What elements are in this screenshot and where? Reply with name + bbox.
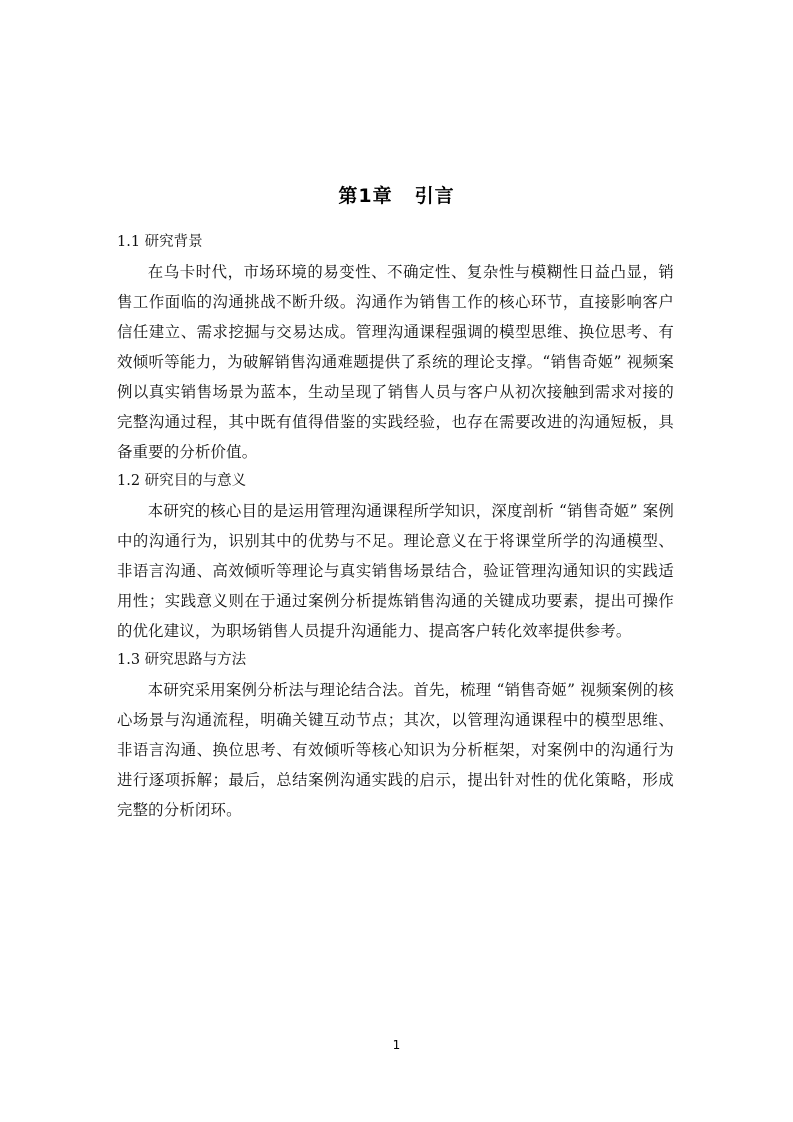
chapter-number: 第1章: [338, 184, 393, 207]
section-heading: 1.1 研究背景: [117, 234, 203, 250]
section-approach-methods: [117, 646, 674, 825]
section-paragraph: 本研究的核心目的是运用管理沟通课程所学知识，深度剖析 “销售奇姬” 案例中的沟通行为，识别其中的优势与不足。理论意义在于将课堂所学的沟通模型、非语言沟通、高效倾听等理论与真实销售场景结合，验证管理沟通知识的实践适用性；实践意义则在于通过案例分析提炼销售沟通的关键成功要素，提出可操作的优化建议，为职场销售人员提升沟通能力、提高客户转化效率提供参考。: [117, 502, 674, 640]
section-heading: 1.2 研究目的与意义: [117, 473, 247, 489]
section-purpose-significance: [117, 467, 674, 646]
chapter-body: [117, 228, 674, 825]
chapter-title: [0, 181, 793, 208]
section-heading: 1.3 研究思路与方法: [117, 652, 247, 668]
section-paragraph: 本研究采用案例分析法与理论结合法。首先，梳理 “销售奇姬” 视频案例的核心场景与沟通流程，明确关键互动节点；其次，以管理沟通课程中的模型思维、非语言沟通、换位思考、有效倾听等核心知识为分析框架，对案例中的沟通行为进行逐项拆解；最后，总结案例沟通实践的启示，提出针对性的优化策略，形成完整的分析闭环。: [117, 681, 674, 819]
page-number: 1: [392, 1038, 401, 1052]
section-paragraph: 在乌卡时代，市场环境的易变性、不确定性、复杂性与模糊性日益凸显，销售工作面临的沟通挑战不断升级。沟通作为销售工作的核心环节，直接影响客户信任建立、需求挖掘与交易达成。管理沟通课程强调的模型思维、换位思考、有效倾听等能力，为破解销售沟通难题提供了系统的理论支撑。“销售奇姬” 视频案例以真实销售场景为蓝本，生动呈现了销售人员与客户从初次接触到需求对接的完整沟通过程，其中既有值得借鉴的实践经验，也存在需要改进的沟通短板，具备重要的分析价值。: [117, 263, 674, 461]
section-research-background: [117, 228, 674, 467]
chapter-name: 引言: [414, 184, 455, 207]
